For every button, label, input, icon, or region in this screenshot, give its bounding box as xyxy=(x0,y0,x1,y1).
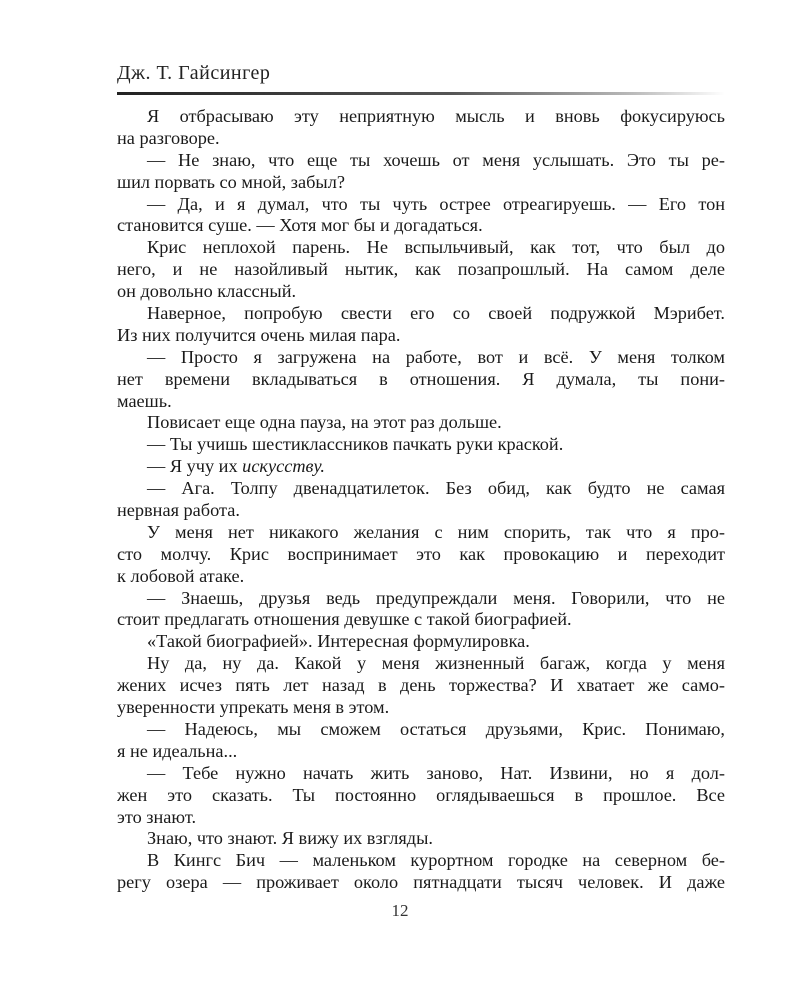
line-text: сто молчу. Крис воспринимает это как провокацию и переходит xyxy=(117,543,725,564)
text-line xyxy=(117,785,725,807)
line-text: нет времени вкладываться в отношения. Я думала, ты пони- xyxy=(117,368,725,389)
text-line xyxy=(117,500,725,522)
line-text: Наверное, попробую свести его со своей подружкой Мэрибет. xyxy=(147,303,725,324)
text-line xyxy=(117,697,725,719)
text-line xyxy=(117,741,725,763)
line-text: В Кингс Бич — маленьком курортном городке на северном бе- xyxy=(147,850,725,871)
text-line xyxy=(117,412,725,434)
line-text: я не идеальна... xyxy=(117,740,238,761)
text-line xyxy=(117,215,725,237)
line-text: маешь. xyxy=(117,390,172,411)
line-text: Крис неплохой парень. Не вспыльчивый, как тот, что был до xyxy=(147,237,725,258)
line-text: Из них получится очень милая пара. xyxy=(117,324,401,345)
line-text: он довольно классный. xyxy=(117,281,297,302)
line-text: Ну да, ну да. Какой у меня жизненный багаж, когда у меня xyxy=(147,653,725,674)
text-line xyxy=(117,194,725,216)
line-text: жен это сказать. Ты постоянно оглядываешься в прошлое. Все xyxy=(117,784,725,805)
text-line xyxy=(117,456,725,478)
text-line xyxy=(117,653,725,675)
text-line xyxy=(117,369,725,391)
text-line xyxy=(117,872,725,894)
page-number: 12 xyxy=(391,901,409,920)
line-text: — Я учу их xyxy=(147,456,238,477)
text-line xyxy=(117,325,725,347)
line-text: становится суше. — Хотя мог бы и догадаться. xyxy=(117,215,483,236)
text-line xyxy=(117,237,725,259)
line-text: уверенности упрекать меня в этом. xyxy=(117,697,390,718)
line-text: У меня нет никакого желания с ним спорить, так что я про- xyxy=(147,521,725,542)
line-text: Я отбрасываю эту неприятную мысль и вновь фокусируюсь xyxy=(147,106,725,126)
line-text: стоит предлагать отношения девушке с такой биографией. xyxy=(117,609,572,630)
text-line xyxy=(117,303,725,325)
text-line xyxy=(117,544,725,566)
text-line xyxy=(117,566,725,588)
line-text: «Такой биографией». Интересная формулировка. xyxy=(147,631,530,652)
text-line xyxy=(117,478,725,500)
body-text xyxy=(117,106,725,894)
line-text: шил порвать со мной, забыл? xyxy=(117,171,345,192)
line-text: — Да, и я думал, что ты чуть острее отреагируешь. — Его тон xyxy=(147,193,725,214)
line-text: к лобовой атаке. xyxy=(117,565,245,586)
text-line xyxy=(117,281,725,303)
line-text: — Ага. Толпу двенадцатилеток. Без обид, как будто не самая xyxy=(147,478,725,499)
text-line xyxy=(117,828,725,850)
text-line xyxy=(117,347,725,369)
line-text: — Знаешь, друзья ведь предупреждали меня. Говорили, что не xyxy=(147,587,725,608)
line-text: — Тебе нужно начать жить заново, Нат. Извини, но я дол- xyxy=(147,762,725,783)
line-text: — Ты учишь шестиклассников пачкать руки краской. xyxy=(147,434,564,455)
text-line xyxy=(117,588,725,610)
header-rule xyxy=(117,92,725,95)
line-text: — Просто я загружена на работе, вот и всё. У меня толком xyxy=(147,346,725,367)
line-text: нервная работа. xyxy=(117,500,240,521)
text-line xyxy=(117,106,725,128)
line-text: регу озера — проживает около пятнадцати тысяч человек. И даже xyxy=(117,872,725,893)
text-line xyxy=(117,391,725,413)
line-text: — Надеюсь, мы сможем остаться друзьями, Крис. Понимаю, xyxy=(147,718,725,739)
line-text: на разговоре. xyxy=(117,127,220,148)
text-line xyxy=(117,150,725,172)
text-line xyxy=(117,172,725,194)
text-line xyxy=(117,763,725,785)
text-line xyxy=(117,259,725,281)
text-line xyxy=(117,850,725,872)
line-text: Повисает еще одна пауза, на этот раз дольше. xyxy=(147,412,502,433)
text-line xyxy=(117,522,725,544)
text-line xyxy=(117,719,725,741)
line-text: — Не знаю, что еще ты хочешь от меня услышать. Это ты ре- xyxy=(147,149,725,170)
text-line xyxy=(117,434,725,456)
text-line xyxy=(117,675,725,697)
running-head: Дж. Т. Гайсингер xyxy=(117,62,271,84)
line-emphasis: искусству. xyxy=(242,456,325,477)
line-text: Знаю, что знают. Я вижу их взгляды. xyxy=(147,828,433,849)
text-line xyxy=(117,609,725,631)
line-text: него, и не назойливый нытик, как позапрошлый. На самом деле xyxy=(117,259,725,280)
text-line xyxy=(117,807,725,829)
line-text: жених исчез пять лет назад в день торжества? И хватает же само- xyxy=(117,675,725,696)
line-text: это знают. xyxy=(117,806,197,827)
text-line xyxy=(117,631,725,653)
text-line xyxy=(117,128,725,150)
